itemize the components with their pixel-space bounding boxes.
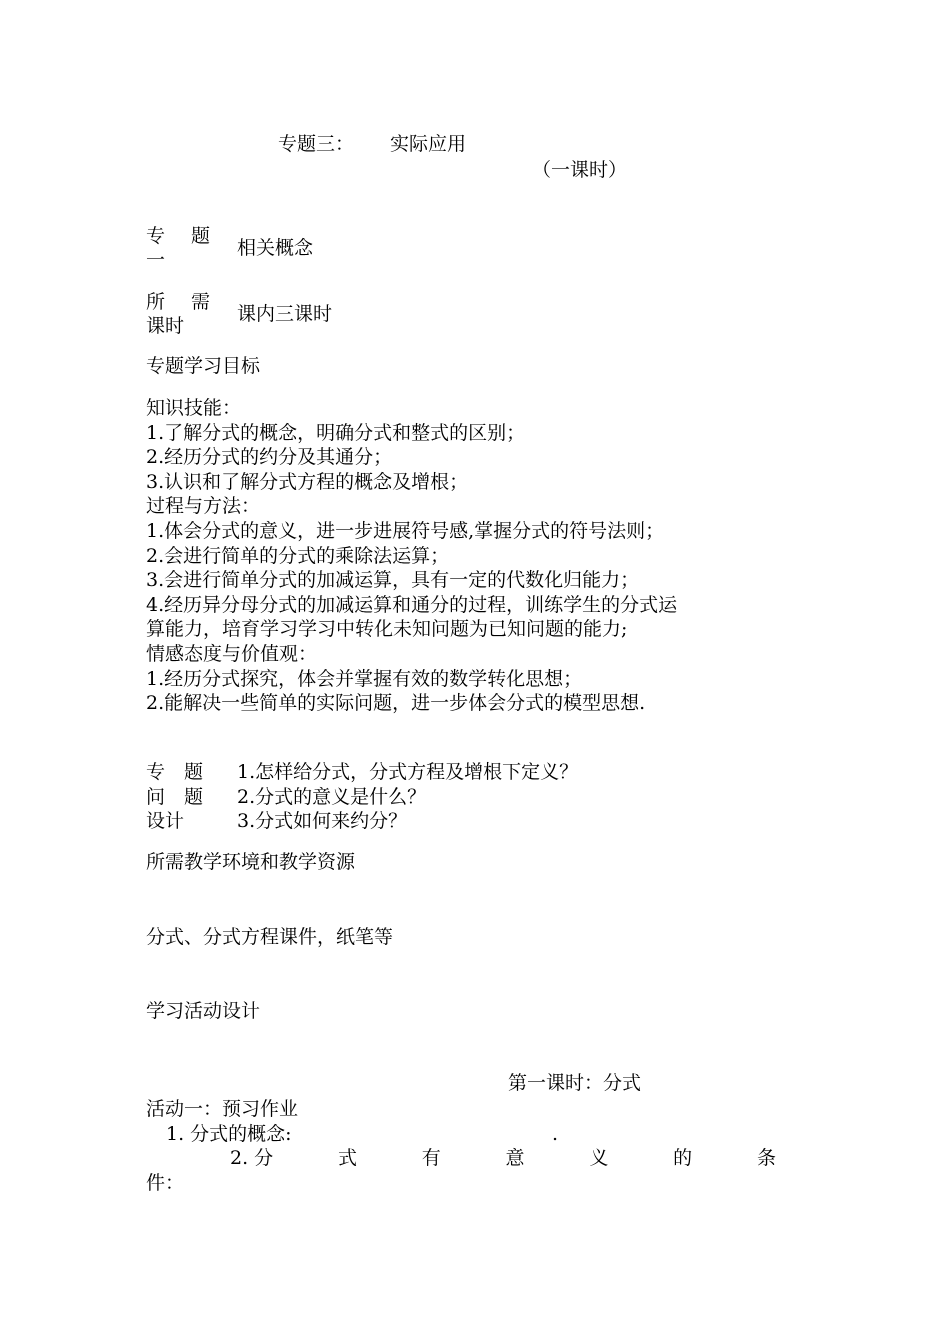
goals-line: 情感态度与价值观： <box>146 642 318 665</box>
design-label-line: 设计 <box>146 810 185 833</box>
goals-line: 4.经历异分母分式的加减运算和通分的过程，训练学生的分式运 <box>146 593 678 616</box>
item-condition-line <box>146 1146 776 1170</box>
item-condition-char: 条 <box>756 1147 776 1169</box>
item-condition-char: 意 <box>505 1147 525 1169</box>
item-condition-cont: 件： <box>146 1172 185 1194</box>
topic-label: 专 题一 <box>146 225 210 271</box>
page-subtitle: （一课时） <box>532 159 628 181</box>
item-condition-char: 式 <box>337 1147 357 1169</box>
activity-one: 活动一：预习作业 <box>146 1098 299 1120</box>
goals-line: 1.了解分式的概念，明确分式和整式的区别； <box>146 421 526 444</box>
item-condition-char: 有 <box>421 1147 441 1169</box>
design-questions <box>237 760 578 834</box>
lesson-title: 第一课时：分式 <box>508 1072 642 1094</box>
page-title <box>278 132 466 156</box>
goals-line: 过程与方法： <box>146 495 261 518</box>
design-question: 3.分式如何来约分？ <box>237 810 408 833</box>
design-label-line: 专 题 <box>146 761 204 783</box>
activity-heading: 学习活动设计 <box>146 1000 261 1022</box>
goals-line: 2.会进行简单的分式的乘除法运算； <box>146 544 450 567</box>
item-condition-char: 义 <box>589 1147 609 1169</box>
item-concept-end: . <box>552 1123 559 1145</box>
goals-line: 3.认识和了解分式方程的概念及增根； <box>146 470 469 493</box>
item-concept: 1. 分式的概念: <box>166 1123 292 1145</box>
env-content: 分式、分式方程课件，纸笔等 <box>146 926 394 948</box>
hours-label: 所 需课时 <box>146 291 210 337</box>
goals-heading: 专题学习目标 <box>146 355 261 377</box>
item-condition-char: 2. 分 <box>230 1147 274 1169</box>
goals-line: 算能力，培育学习学习中转化未知问题为已知问题的能力; <box>146 618 628 641</box>
design-question: 2.分式的意义是什么？ <box>237 785 427 808</box>
design-question: 1.怎样给分式，分式方程及增根下定义？ <box>237 761 579 783</box>
goals-line: 2.能解决一些简单的实际问题，进一步体会分式的模型思想. <box>146 692 646 715</box>
title-topic: 专题三： <box>278 133 355 155</box>
item-condition-char: 的 <box>673 1147 693 1169</box>
topic-value: 相关概念 <box>237 237 314 259</box>
goals-line: 3.会进行简单分式的加减运算，具有一定的代数化归能力； <box>146 569 640 592</box>
hours-value: 课内三课时 <box>237 303 333 325</box>
goals-line: 2.经历分式的约分及其通分； <box>146 446 393 469</box>
goals-line: 1.经历分式探究，体会并掌握有效的数学转化思想； <box>146 667 583 690</box>
design-label-line: 问 题 <box>146 785 204 808</box>
design-label <box>146 760 203 834</box>
goals-line: 知识技能： <box>146 397 242 419</box>
title-subject: 实际应用 <box>390 133 467 155</box>
goals-line: 1.体会分式的意义，进一步进展符号感,掌握分式的符号法则； <box>146 519 665 542</box>
goals-block <box>146 396 677 716</box>
env-heading: 所需教学环境和教学资源 <box>146 851 356 873</box>
